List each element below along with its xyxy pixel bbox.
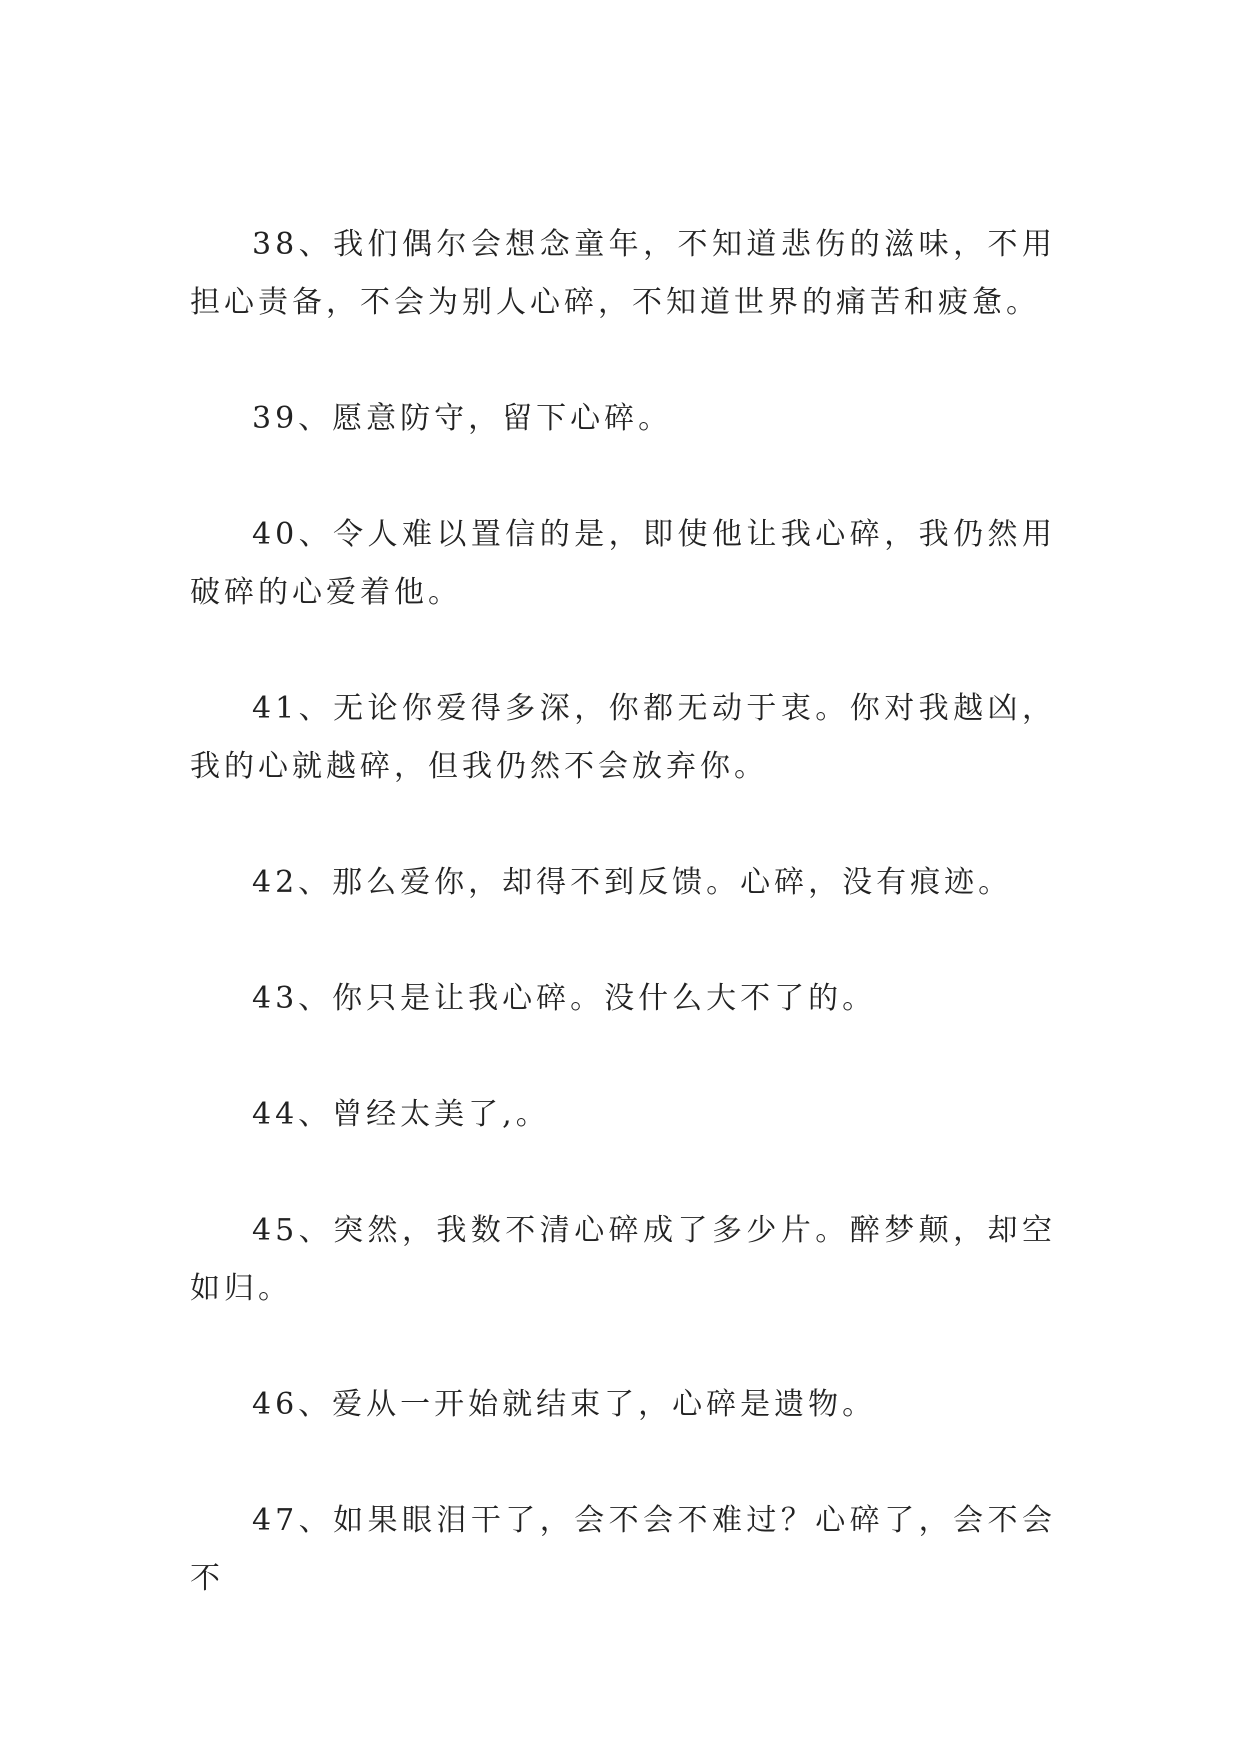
paragraph-46: 46、爱从一开始就结束了，心碎是遗物。 xyxy=(252,1387,877,1422)
paragraph-45: 45、突然，我数不清心碎成了多少片。醉梦颠，却空如归。 xyxy=(190,1213,1056,1306)
paragraph-41: 41、无论你爱得多深，你都无动于衷。你对我越凶，我的心就越碎，但我仍然不会放弃你。 xyxy=(190,691,1056,784)
paragraph-44: 44、曾经太美了,。 xyxy=(252,1097,550,1132)
document-body xyxy=(190,216,1056,1666)
paragraph-39: 39、愿意防守，留下心碎。 xyxy=(252,401,673,436)
paragraph-40: 40、令人难以置信的是，即使他让我心碎，我仍然用破碎的心爱着他。 xyxy=(190,517,1056,610)
paragraph-47: 47、如果眼泪干了，会不会不难过？心碎了，会不会不 xyxy=(190,1503,1056,1596)
paragraph-42: 42、那么爱你，却得不到反馈。心碎，没有痕迹。 xyxy=(252,865,1013,900)
paragraph-43: 43、你只是让我心碎。没什么大不了的。 xyxy=(252,981,877,1016)
paragraph-38: 38、我们偶尔会想念童年，不知道悲伤的滋味，不用担心责备，不会为别人心碎，不知道世界的痛苦和疲惫。 xyxy=(190,227,1056,320)
